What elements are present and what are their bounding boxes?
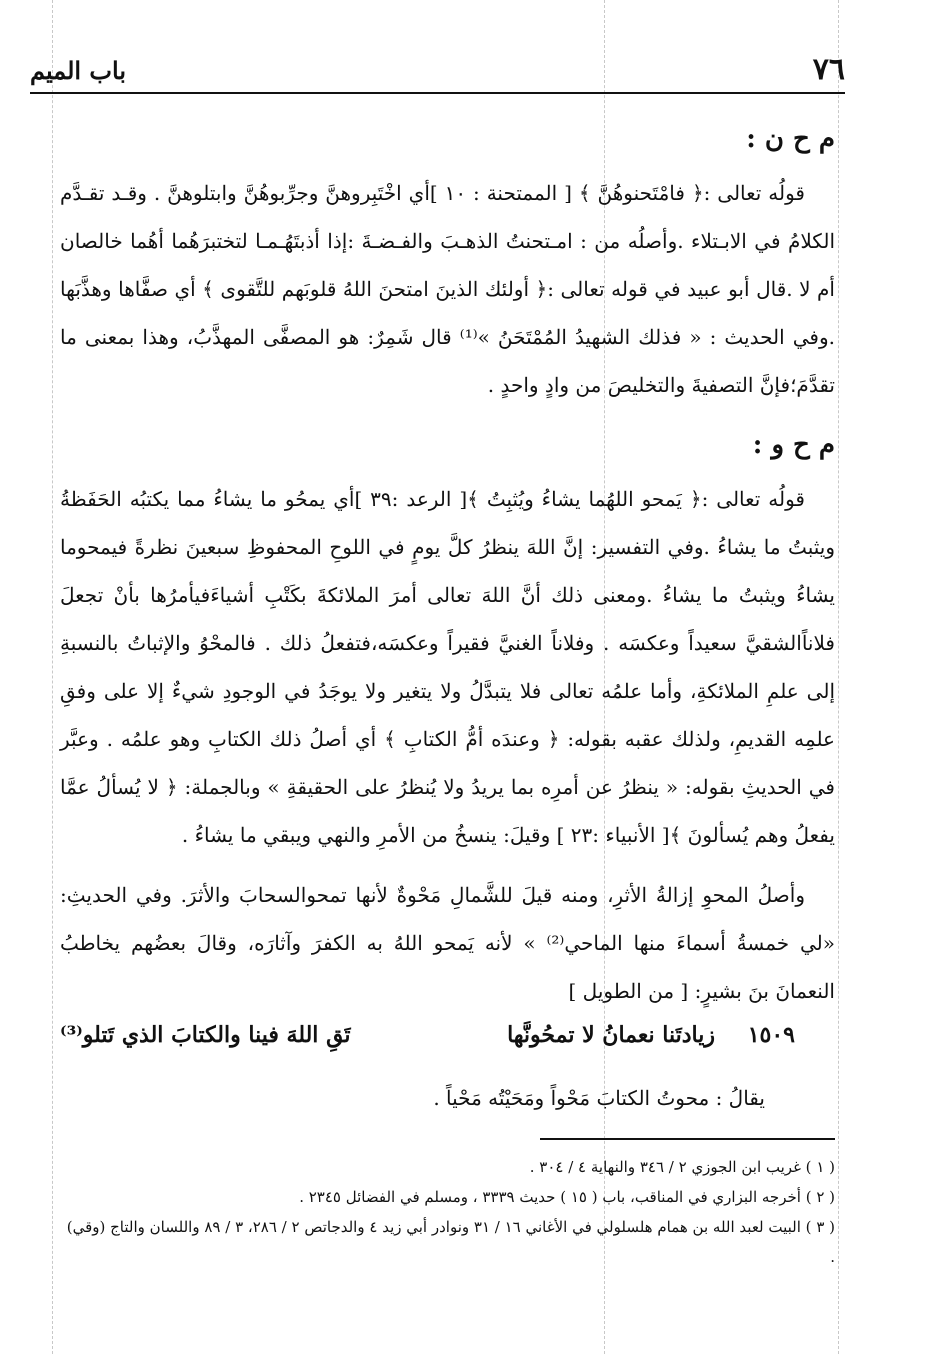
scan-guide-line [52, 0, 53, 1354]
entry-heading: م ح ن : [746, 124, 835, 154]
paragraph: قولُه تعالى :﴿ فامْتَحنوهُنَّ ﴾ [ الممتحنة : ١٠ ]أي اخْتَبِروهنَّ وجرِّبوهُنَّ وابتلوهنَّ . وقـد تقـدَّم الكلامُ في الابـتلاء .وأصلُه من : امـتحنتُ الذهـبَ والفـضـةَ :إذا أذبتَهُـمـا لتختبرَهُما أهُما خالصان أم لا .قال أبو عبيد في قوله تعالى :﴿ أولئك الذينَ امتحنَ اللهُ قلوبَهم للتَّقوى ﴾ أي صفَّاها وهذَّبَها .وفي الحديث : « فذلك الشهيدُ المُمْتَحَنُ »⁽¹⁾ قال شَمِرٌ: هو المصفَّى المهذَّبُ، وهذا بمعنى ما تقدَّمَ؛فإنَّ التصفيةَ والتخليصَ من وادٍ واحدٍ . [60, 181, 835, 397]
footnote: ( ١ ) غريب ابن الجوزي ٢ / ٣٤٦ والنهاية ٤ / ٣٠٤ . [529, 1158, 835, 1176]
page-header [30, 50, 845, 94]
poem-verse [60, 1022, 795, 1062]
footnote: ( ٣ ) البيت لعبد الله بن همام هلسلولي في الأغاني ١٦ / ٣١ ونوادر أبي زيد ٤ والدجاتص ٢ / ٢٨٦، ٣ / ٨٩ واللسان والتاج (وقي) . [66, 1218, 835, 1266]
verse-number: ١٥٠٩ [747, 1022, 795, 1048]
chapter-title: باب الميم [30, 56, 127, 85]
paragraph: وأصلُ المحوِ إزالةُ الأثرِ، ومنه قيلَ للشَّمالِ مَحْوةٌ لأنها تمحوالسحابَ والأثرَ. وفي الحديثِ: «لي خمسةُ أسماءَ منها الماحي⁽²⁾ » لأنه يَمحو اللهُ به الكفرَ وآثارَه، وقالَ بعضُهم يخاطبُ النعمانَ بنَ بشيرٍ: [ من الطويل ] [60, 883, 836, 1003]
footnote-divider [540, 1138, 835, 1140]
footnotes [60, 1152, 835, 1272]
entry-section [60, 115, 835, 409]
verse-second-hemistich: تَقِ اللهَ فينا والكتابَ الذي تَتلو⁽³⁾ [60, 1022, 351, 1048]
main-text [60, 115, 835, 1015]
entry-heading: م ح و : [752, 430, 835, 460]
verse-first-hemistich: زيادتَنا نعمانُ لا تمحُونَّها [507, 1022, 715, 1048]
paragraph: قولُه تعالى :﴿ يَمحو اللهُما يشاءُ ويُثبِتُ ﴾[ الرعد :٣٩ ]أي يمحُو ما يشاءُ مما يكتبُه الحَفَظةُ ويثبتُ ما يشاءُ .وفي التفسير: إنَّ اللهَ ينظرُ كلَّ يومٍ في اللوحِ المحفوظِ سبعينَ نظرةً فيمحوما يشاءُ ويثبتُ ما يشاءُ .ومعنى ذلك أنَّ اللهَ تعالى أمرَ الملائكةَ بكَتْبِ أشياءَفيأمرُها بأنْ تجعلَ فلاناًالشقيَّ سعيداً وعكسَه . وفلاناً الغنيَّ فقيراً وعكسَه،فتفعلُ ذلك . فالمحْوُ والإثباتُ بالنسبةِ إلى علمِ الملائكةِ، وأما علمُه تعالى فلا يتبدَّلُ ولا يتغير ولا يوجَدُ في الوجودِ شيءٌ إلا على وفقِ علمِه القديمِ، ولذلك عقبه بقوله: ﴿ وعندَه أمُّ الكتابِ ﴾ أي أصلُ ذلك الكتابِ وهو علمُه . وعبَّر في الحديثِ بقوله: « ينظرُ عن أمرِه بما يريدُ ولا يُنظرُ على الحقيقةِ » وبالجملة: ﴿ لا يُسألُ عمَّا يفعلُ وهم يُسألونَ ﴾[ الأنبياء :٢٣ ] وقيلَ: ينسخُ من الأمرِ والنهي ويبقي ما يشاءُ . [60, 487, 835, 847]
entry-section [60, 421, 835, 1015]
page-number: ٧٦ [812, 52, 845, 87]
footnote: ( ٢ ) أخرجه البزاري في المناقب، باب ( ١٥ ) حديث ٣٣٣٩ ، ومسلم في الفضائل ٢٣٤٥ . [299, 1188, 835, 1206]
scan-guide-line [838, 0, 839, 1354]
paragraph: يقالُ : محوتُ الكتابَ مَحْواً ومَحَيْتُه مَحْياً . [433, 1086, 765, 1110]
